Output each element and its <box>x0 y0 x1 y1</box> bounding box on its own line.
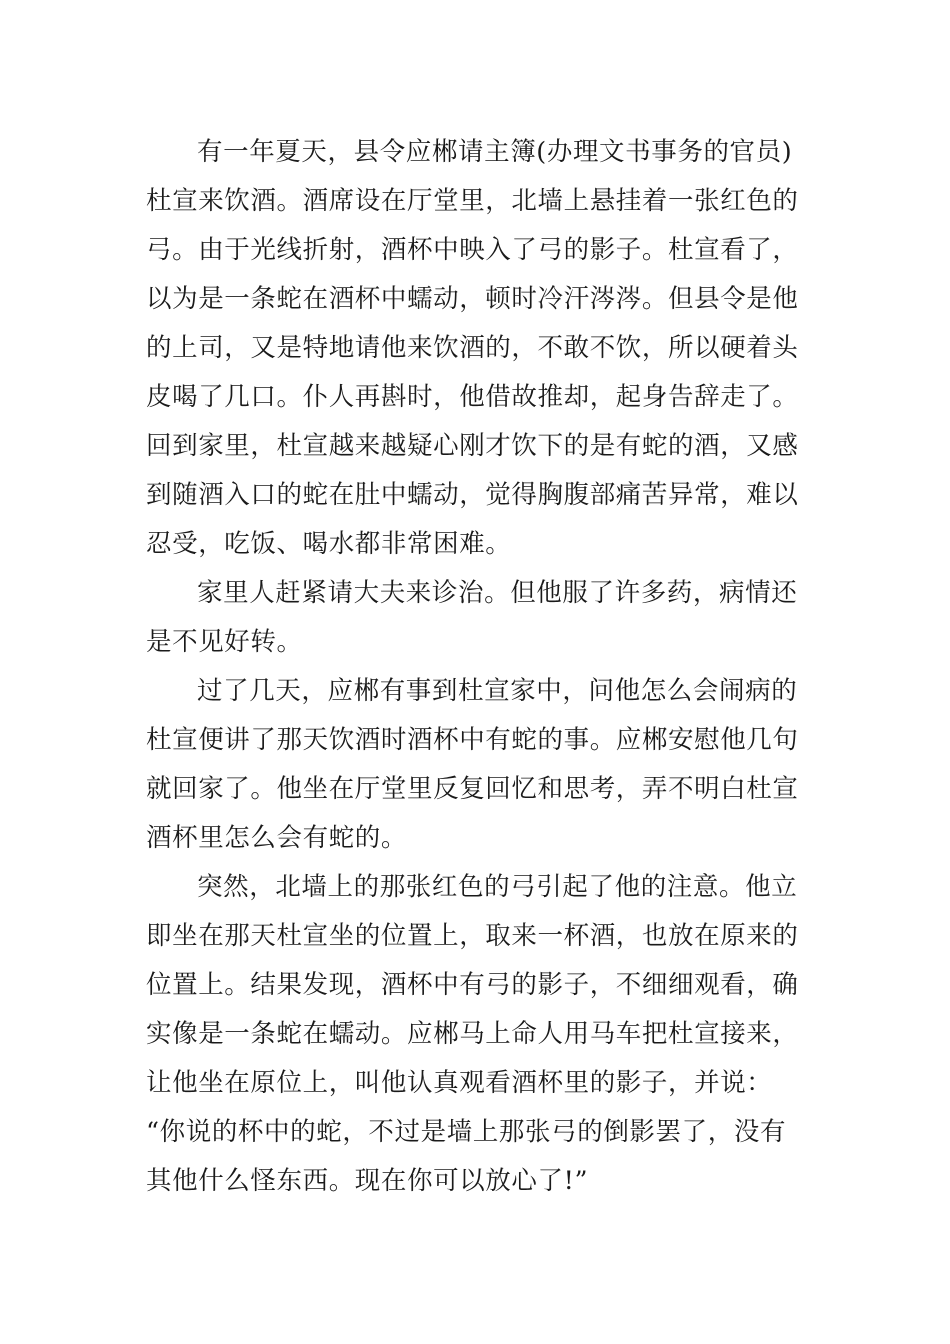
text-line: 突然，北墙上的那张红色的弓引起了他的注意。他立 <box>197 872 798 902</box>
paragraph-4 <box>146 863 806 1206</box>
text-line: 是不见好转。 <box>146 627 303 657</box>
text-line: 让他坐在原位上，叫他认真观看酒杯里的影子，并说： <box>146 1068 773 1098</box>
text-line: 到随酒入口的蛇在肚中蠕动，觉得胸腹部痛苦异常，难以 <box>146 480 799 510</box>
text-line: 家里人赶紧请大夫来诊治。但他服了许多药，病情还 <box>197 578 798 608</box>
text-line: 杜宣便讲了那天饮酒时酒杯中有蛇的事。应郴安慰他几句 <box>146 725 799 755</box>
text-line: 即坐在那天杜宣坐的位置上，取来一杯酒，也放在原来的 <box>146 921 799 951</box>
paragraph-3 <box>146 667 806 863</box>
paragraph-2 <box>146 569 806 667</box>
text-line: 就回家了。他坐在厅堂里反复回忆和思考，弄不明白杜宣 <box>146 774 799 804</box>
text-line: 以为是一条蛇在酒杯中蠕动，顿时冷汗涔涔。但县令是他 <box>146 284 799 314</box>
text-line: 过了几天，应郴有事到杜宣家中，问他怎么会闹病的 <box>197 676 798 706</box>
text-line: 位置上。结果发现，酒杯中有弓的影子，不细细观看，确 <box>146 970 799 1000</box>
paragraph-1 <box>146 128 806 569</box>
text-line: 其他什么怪东西。现在你可以放心了!” <box>146 1166 589 1196</box>
text-line: 杜宣来饮酒。酒席设在厅堂里，北墙上悬挂着一张红色的 <box>146 186 799 216</box>
text-line: 弓。由于光线折射，酒杯中映入了弓的影子。杜宣看了， <box>146 235 799 265</box>
text-line: 实像是一条蛇在蠕动。应郴马上命人用马车把杜宣接来， <box>146 1019 799 1049</box>
text-line: 有一年夏天，县令应郴请主簿(办理文书事务的官员) <box>197 137 793 167</box>
text-line: 回到家里，杜宣越来越疑心刚才饮下的是有蛇的酒，又感 <box>146 431 799 461</box>
text-line: 的上司，又是特地请他来饮酒的，不敢不饮，所以硬着头 <box>146 333 799 363</box>
text-line: “你说的杯中的蛇，不过是墙上那张弓的倒影罢了，没有 <box>146 1117 787 1147</box>
article-body <box>146 128 806 1206</box>
text-line: 酒杯里怎么会有蛇的。 <box>146 823 408 853</box>
text-line: 忍受，吃饭、喝水都非常困难。 <box>146 529 512 559</box>
text-line: 皮喝了几口。仆人再斟时，他借故推却，起身告辞走了。 <box>146 382 799 412</box>
